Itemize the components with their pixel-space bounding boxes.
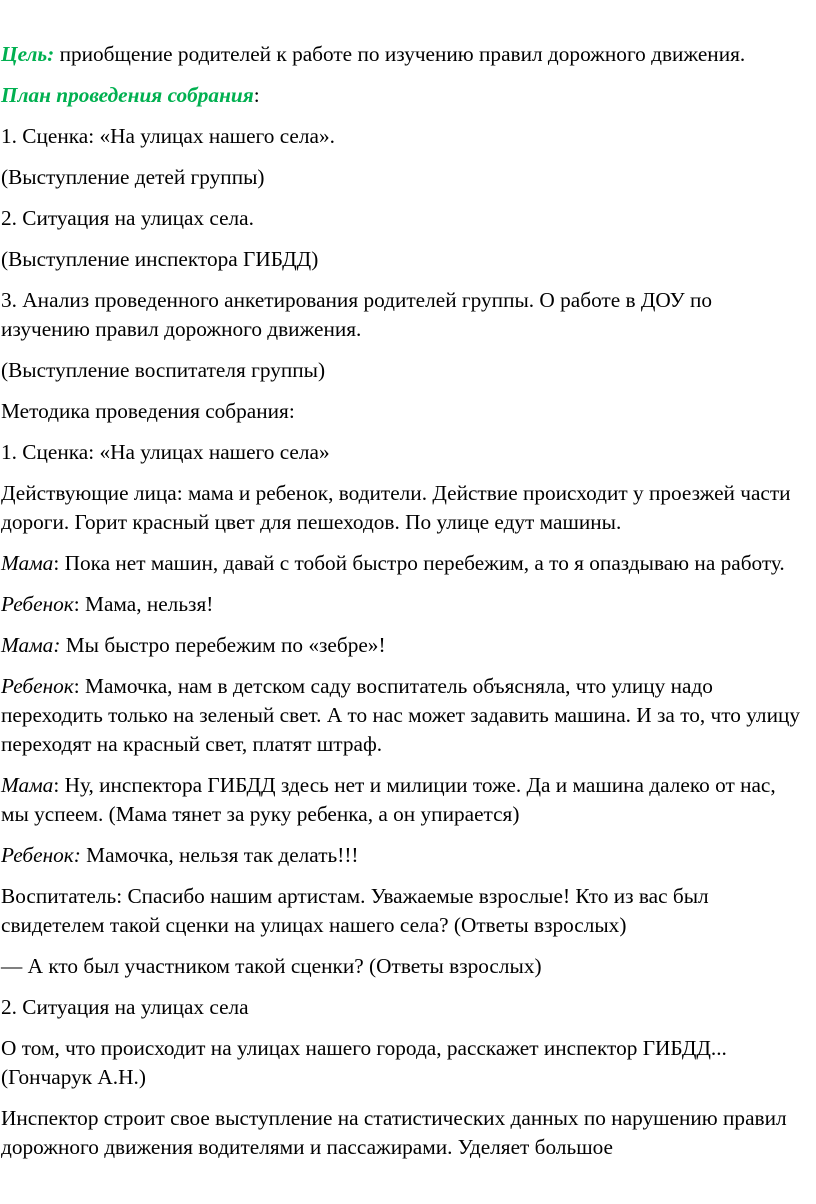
dialogue-line [1, 590, 801, 619]
speaker-name: Мама [1, 773, 54, 797]
section-2-body: Инспектор строит свое выступление на статистических данных по нарушению правил дорожного движения водителями и пассажирами. Уделяет большое [1, 1106, 787, 1159]
speaker-name: Ребенок [1, 592, 74, 616]
goal-text: приобщение родителей к работе по изучению правил дорожного движения. [54, 42, 746, 66]
line-text: Мамочка, нам в детском саду воспитатель объясняла, что улицу надо переходить только на зеленый свет. А то нас может задавить машина. И за то, что улицу переходят на красный свет, платят штраф. [1, 674, 801, 756]
goal-label: Цель: [1, 42, 55, 66]
plan-item-2: 2. Ситуация на улицах села. [1, 206, 254, 230]
scene-description: Действующие лица: мама и ребенок, водители. Действие происходит у проезжей части дороги. Горит красный цвет для пешеходов. По улице едут машины. [1, 481, 791, 534]
teacher-remark: Воспитатель: Спасибо нашим артистам. Уважаемые взрослые! Кто из вас был свидетелем такой сценки на улицах нашего села? (Ответы взрослых) [1, 884, 709, 937]
dialogue-line [1, 672, 801, 759]
speaker-separator: : [53, 773, 65, 797]
speaker-separator: : [73, 592, 86, 616]
method-heading: Методика проведения собрания: [1, 399, 295, 423]
line-text: Ну, инспектора ГИБДД здесь нет и милиции тоже. Да и машина далеко от нас, мы успеем. (Мама тянет за руку ребенка, а он упирается) [1, 773, 776, 826]
plan-item-1-note: (Выступление детей группы) [1, 165, 265, 189]
line-text: Мамочка, нельзя так делать!!! [86, 843, 359, 867]
plan-label: План проведения собрания [1, 83, 254, 107]
dialogue-line [1, 631, 801, 660]
plan-suffix: : [253, 83, 260, 107]
goal-paragraph [1, 40, 801, 69]
speaker-name: Ребенок [1, 674, 74, 698]
plan-item-1: 1. Сценка: «На улицах нашего села». [1, 124, 335, 148]
speaker-name: Мама: [1, 633, 61, 657]
dialogue-line [1, 841, 801, 870]
line-text: Мама, нельзя! [85, 592, 214, 616]
plan-item-2-note: (Выступление инспектора ГИБДД) [1, 247, 319, 271]
plan-heading [1, 81, 801, 110]
dialogue-line [1, 771, 801, 829]
section-2-title: 2. Ситуация на улицах села [1, 995, 249, 1019]
speaker-name: Ребенок: [1, 843, 81, 867]
line-text: Пока нет машин, давай с тобой быстро перебежим, а то я опаздываю на работу. [64, 551, 785, 575]
plan-item-3: 3. Анализ проведенного анкетирования родителей группы. О работе в ДОУ по изучению правил дорожного движения. [1, 288, 713, 341]
scene-title: 1. Сценка: «На улицах нашего села» [1, 440, 330, 464]
speaker-separator: : [73, 674, 86, 698]
speaker-separator: : [53, 551, 65, 575]
dialogue-line [1, 549, 801, 578]
plan-item-3-note: (Выступление воспитателя группы) [1, 358, 326, 382]
line-text: Мы быстро перебежим по «зебре»! [65, 633, 386, 657]
participant-question: — А кто был участником такой сценки? (Ответы взрослых) [1, 954, 542, 978]
document-body [1, 40, 801, 1174]
speaker-name: Мама [1, 551, 54, 575]
section-2-intro: О том, что происходит на улицах нашего города, расскажет инспектор ГИБДД... (Гончарук А.Н.) [1, 1036, 727, 1089]
